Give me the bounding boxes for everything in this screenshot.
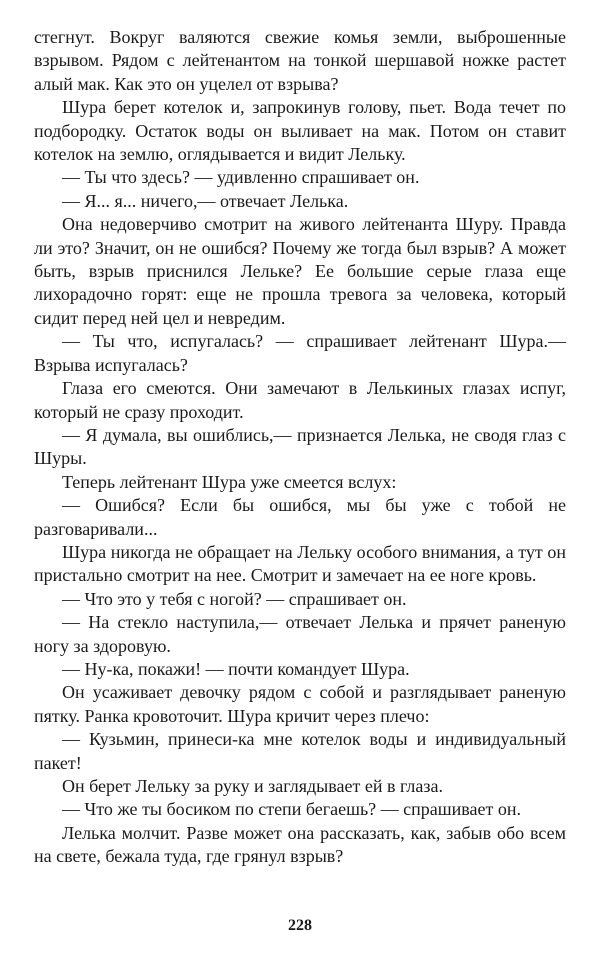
page-number: 228 <box>288 917 312 934</box>
paragraph-4: — Я... я... ничего,— отвечает Лелька. <box>62 190 349 211</box>
paragraph-9: Теперь лейтенант Шура уже смеется вслух: <box>62 471 397 492</box>
paragraph-3: — Ты что здесь? — удивленно спрашивает он. <box>62 167 420 188</box>
paragraph-16: — Кузьмин, принеси-ка мне котелок воды и индивидуальный пакет! <box>34 729 566 773</box>
paragraph-6: — Ты что, испугалась? — спрашивает лейтенант Шура.— Взрыва испугалась? <box>34 331 566 375</box>
paragraph-15: Он усаживает девочку рядом с собой и разглядывает раненую пятку. Ранка кровоточит. Шура кричит через плечо: <box>34 682 566 726</box>
paragraph-17: Он берет Лельку за руку и заглядывает ей в глаза. <box>62 776 443 796</box>
paragraph-5: Она недоверчиво смотрит на живого лейтенанта Шуру. Правда ли это? Значит, он не ошибся? Почему же тогда был взрыв? А может быть, взрыв приснился Лельке? Ее большие серые глаза еще лихорадочно горят: еще не прошла тревога за человека, который сидит перед ней цел и невредим. <box>34 214 566 328</box>
paragraph-11: Шура никогда не обращает на Лельку особого внимания, а тут он пристально смотрит на нее. Смотрит и замечает на ее ноге кровь. <box>34 541 566 586</box>
paragraph-1: стегнут. Вокруг валяются свежие комья земли, выброшенные взрывом. Рядом с лейтенантом на тонкой шершавой ножке растет алый мак. Как это он уцелел от взрыва? <box>34 27 566 94</box>
page-text <box>34 26 566 869</box>
paragraph-12: — Что это у тебя с ногой? — спрашивает он. <box>62 588 407 609</box>
paragraph-19: Лелька молчит. Разве может она рассказать, как, забыв обо всем на свете, бежала туда, где грянул взрыв? <box>34 822 566 867</box>
paragraph-10: — Ошибся? Если бы ошибся, мы бы уже с тобой не разговаривали... <box>34 495 566 539</box>
paragraph-14: — Ну-ка, покажи! — почти командует Шура. <box>62 658 410 679</box>
paragraph-7: Глаза его смеются. Они замечают в Лелькиных глазах испуг, который не сразу проходит. <box>34 378 566 422</box>
paragraph-2: Шура берет котелок и, запрокинув голову, пьет. Вода течет по подбородку. Остаток воды он выливает на мак. Потом он ставит котелок на землю, оглядывается и видит Лельку. <box>34 97 566 165</box>
paragraph-18: — Что же ты босиком по степи бегаешь? — спрашивает он. <box>62 799 521 820</box>
paragraph-8: — Я думала, вы ошиблись,— признается Лелька, не сводя глаз с Шуры. <box>34 424 566 469</box>
paragraph-13: — На стекло наступила,— отвечает Лелька и прячет раненую ногу за здоровую. <box>34 612 566 656</box>
